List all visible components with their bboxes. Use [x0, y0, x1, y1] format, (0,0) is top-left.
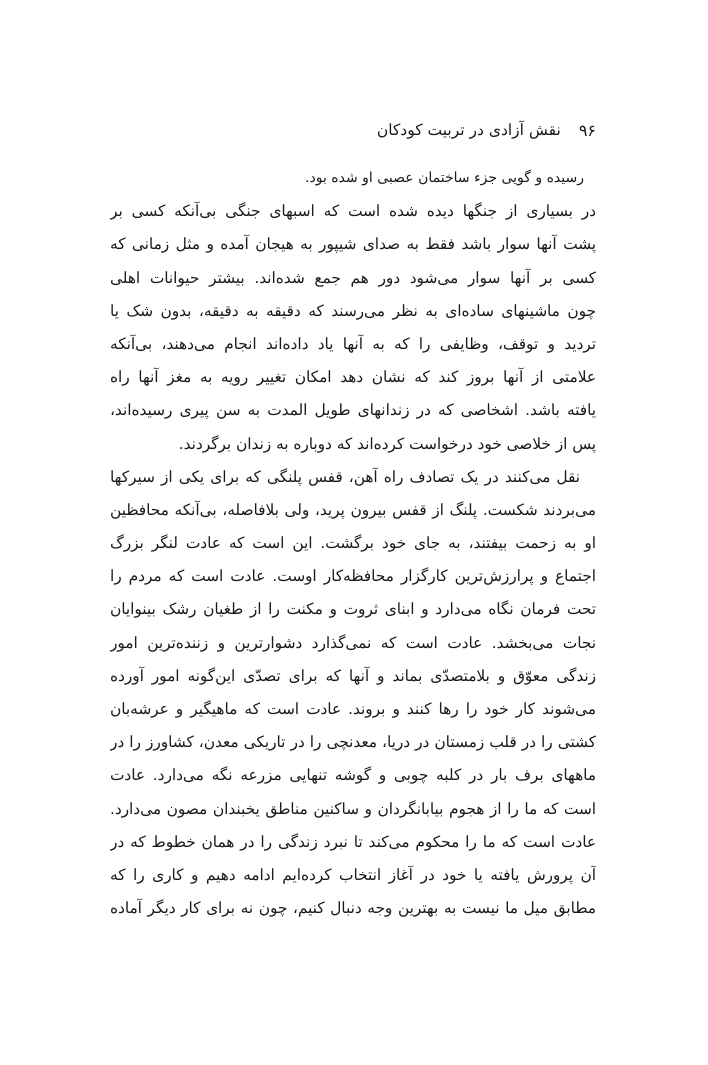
text-line: نقل می‌کنند در یک تصادف راه آهن، قفس پلنگی که برای یکی از سیرکها: [110, 467, 580, 486]
text-line: یافته باشد. اشخاصی که در زندانهای طویل المدت به سن پیری رسیده‌اند،: [110, 401, 596, 420]
text-line: پشت آنها سوار باشد فقط به صدای شیپور به هیجان آمده و مثل زمانی که: [110, 235, 596, 254]
text-line: می‌شوند کار خود را رها کنند و بروند. عادت است که ماهیگیر و عرشه‌بان: [110, 700, 596, 718]
page-number: ۹۶: [578, 120, 596, 140]
text-line: او به زحمت بیفتند، به جای خود برگشت. این است که عادت لنگر بزرگ: [110, 534, 596, 553]
body-text: [110, 162, 596, 925]
text-line: رسیده و گویی جزء ساختمان عصبی او شده بود.: [305, 170, 584, 186]
page-header: [112, 116, 596, 144]
text-line: چون ماشینهای ساده‌ای به نظر می‌رسند که دقیقه به دقیقه، بدون شک یا: [110, 301, 596, 320]
text-line: ماههای برف بار در کلبه چوبی و گوشه تنهایی مزرعه نگه می‌دارد. عادت: [110, 766, 596, 785]
text-line: آن پرورش یافته یا خود در آغاز انتخاب کرده‌ایم ادامه دهیم و کاری را که: [110, 865, 596, 884]
text-line: است که ما را از هجوم بیابانگردان و ساکنین مناطق یخبندان مصون می‌دارد.: [110, 799, 596, 818]
text-line: کشتی را در قلب زمستان در دریا، معدنچی را در تاریکی معدن، کشاورز را در: [110, 733, 596, 752]
text-line: کسی بر آنها سوار می‌شود دور هم جمع شده‌اند. بیشتر حیوانات اهلی: [110, 268, 596, 287]
text-line: علامتی از آنها بروز کند که نشان دهد امکان تغییر رویه به مغز آنها راه: [110, 368, 596, 387]
text-line: اجتماع و پرارزش‌ترین کارگزار محافظه‌کار اوست. عادت است که مردم را: [110, 567, 596, 586]
text-line: تحت فرمان نگاه می‌دارد و ابنای ثروت و مکنت را از طغیان رشک بینوایان: [110, 600, 596, 619]
text-line: در بسیاری از جنگها دیده شده است که اسبهای جنگی بی‌آنکه کسی بر: [110, 202, 596, 221]
text-line: مطابق میل ما نیست به بهترین وجه دنبال کنیم، چون نه برای کار دیگر آماده: [110, 899, 596, 918]
text-line: پس از خلاصی خود درخواست کرده‌اند که دوباره به زندان برگردند.: [178, 434, 596, 453]
text-line: زندگی معوّق و بلامتصدّی بماند و آنها که برای تصدّی این‌گونه امور آورده: [110, 666, 596, 685]
running-title: نقش آزادی در تربیت کودکان: [376, 121, 561, 139]
text-line: نجات می‌بخشد. عادت است که نمی‌گذارد دشوارترین و زننده‌ترین امور: [110, 633, 596, 652]
text-line: عادت است که ما را محکوم می‌کند تا نبرد زندگی را در همان خطوط که در: [110, 832, 596, 851]
text-line: تردید و توقف، وظایفی را که به آنها یاد داده‌اند انجام می‌دهند، بی‌آنکه: [110, 334, 596, 353]
text-line: می‌بردند شکست. پلنگ از قفس بیرون پرید، ولی بلافاصله، بی‌آنکه محافظین: [110, 500, 596, 519]
